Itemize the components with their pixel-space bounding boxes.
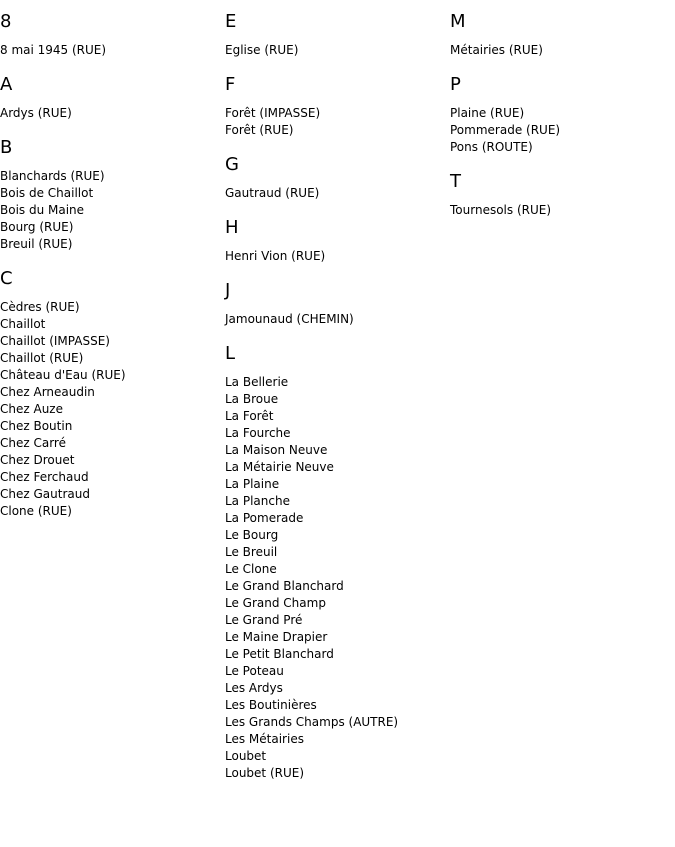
- street-link[interactable]: Chez Drouet: [0, 453, 75, 467]
- street-item: [0, 42, 225, 59]
- index-column: [0, 0, 225, 797]
- street-link[interactable]: Les Ardys: [225, 681, 283, 695]
- street-link[interactable]: Clone (RUE): [0, 504, 72, 518]
- street-item: [225, 527, 450, 544]
- street-list: [0, 105, 225, 122]
- street-item: [225, 122, 450, 139]
- street-link[interactable]: Chaillot (RUE): [0, 351, 84, 365]
- street-link[interactable]: Le Grand Blanchard: [225, 579, 344, 593]
- street-item: [225, 391, 450, 408]
- street-link[interactable]: Eglise (RUE): [225, 43, 299, 57]
- street-item: [225, 248, 450, 265]
- street-list: [0, 168, 225, 253]
- street-item: [0, 486, 225, 503]
- street-link[interactable]: Forêt (RUE): [225, 123, 294, 137]
- street-item: [450, 122, 675, 139]
- letter-group: [450, 11, 675, 59]
- letter-heading: A: [0, 74, 13, 95]
- street-link[interactable]: La Pomerade: [225, 511, 304, 525]
- street-link[interactable]: Chez Arneaudin: [0, 385, 95, 399]
- street-list: [0, 299, 225, 520]
- street-link[interactable]: Loubet (RUE): [225, 766, 305, 780]
- street-item: [450, 139, 675, 156]
- letter-group: [225, 280, 450, 328]
- street-link[interactable]: 8 mai 1945 (RUE): [0, 43, 107, 57]
- street-item: [0, 350, 225, 367]
- letter-group: [0, 74, 225, 122]
- street-link[interactable]: Bois de Chaillot: [0, 186, 94, 200]
- street-link[interactable]: La Plaine: [225, 477, 280, 491]
- street-link[interactable]: Cèdres (RUE): [0, 300, 80, 314]
- street-link[interactable]: Plaine (RUE): [450, 106, 525, 120]
- street-link[interactable]: La Fourche: [225, 426, 291, 440]
- street-link[interactable]: Chez Boutin: [0, 419, 73, 433]
- street-link[interactable]: La Planche: [225, 494, 290, 508]
- street-item: [225, 697, 450, 714]
- street-item: [0, 202, 225, 219]
- street-link[interactable]: Les Métairies: [225, 732, 304, 746]
- street-link[interactable]: Le Maine Drapier: [225, 630, 328, 644]
- letter-group: [225, 11, 450, 59]
- street-list: [225, 185, 450, 202]
- street-list: [225, 248, 450, 265]
- street-link[interactable]: Le Breuil: [225, 545, 278, 559]
- street-link[interactable]: Pons (ROUTE): [450, 140, 533, 154]
- street-link[interactable]: Le Grand Champ: [225, 596, 326, 610]
- street-list: [450, 202, 675, 219]
- street-link[interactable]: Le Poteau: [225, 664, 284, 678]
- letter-group: [225, 343, 450, 782]
- street-list: [225, 105, 450, 139]
- street-link[interactable]: Chez Gautraud: [0, 487, 90, 501]
- street-item: [0, 299, 225, 316]
- street-item: [0, 105, 225, 122]
- street-item: [225, 663, 450, 680]
- letter-heading: E: [225, 11, 237, 32]
- street-item: [0, 469, 225, 486]
- street-link[interactable]: Les Grands Champs (AUTRE): [225, 715, 399, 729]
- street-list: [450, 42, 675, 59]
- street-item: [0, 236, 225, 253]
- street-link[interactable]: Chez Carré: [0, 436, 66, 450]
- letter-heading: H: [225, 217, 239, 238]
- street-item: [450, 202, 675, 219]
- street-item: [0, 168, 225, 185]
- street-link[interactable]: Le Bourg: [225, 528, 279, 542]
- street-item: [225, 425, 450, 442]
- letter-group: [450, 171, 675, 219]
- street-item: [225, 510, 450, 527]
- street-item: [0, 435, 225, 452]
- street-item: [225, 185, 450, 202]
- street-item: [225, 629, 450, 646]
- letter-group: [225, 74, 450, 139]
- street-item: [225, 578, 450, 595]
- street-link[interactable]: Tournesols (RUE): [450, 203, 552, 217]
- street-item: [0, 503, 225, 520]
- street-link[interactable]: Chez Auze: [0, 402, 63, 416]
- letter-heading: M: [450, 11, 466, 32]
- street-item: [225, 612, 450, 629]
- street-item: [0, 418, 225, 435]
- street-link[interactable]: Jamounaud (CHEMIN): [225, 312, 354, 326]
- letter-heading: B: [0, 137, 13, 158]
- street-link[interactable]: Ardys (RUE): [0, 106, 72, 120]
- street-list: [0, 42, 225, 59]
- street-item: [450, 105, 675, 122]
- index-column: [225, 0, 450, 797]
- street-item: [225, 731, 450, 748]
- street-link[interactable]: Forêt (IMPASSE): [225, 106, 321, 120]
- street-item: [225, 408, 450, 425]
- letter-group: [0, 268, 225, 520]
- street-link[interactable]: La Métairie Neuve: [225, 460, 334, 474]
- street-item: [0, 401, 225, 418]
- street-item: [225, 476, 450, 493]
- street-link[interactable]: Loubet: [225, 749, 267, 763]
- letter-group: [225, 154, 450, 202]
- street-item: [450, 42, 675, 59]
- street-item: [0, 367, 225, 384]
- street-item: [0, 219, 225, 236]
- street-link[interactable]: La Broue: [225, 392, 279, 406]
- letter-heading: L: [225, 343, 236, 364]
- street-link[interactable]: Métairies (RUE): [450, 43, 543, 57]
- street-link[interactable]: Gautraud (RUE): [225, 186, 320, 200]
- street-list: [225, 374, 450, 782]
- street-link[interactable]: Henri Vion (RUE): [225, 249, 326, 263]
- street-link[interactable]: Chaillot (IMPASSE): [0, 334, 110, 348]
- street-link[interactable]: Le Petit Blanchard: [225, 647, 334, 661]
- street-list: [225, 311, 450, 328]
- street-list: [225, 42, 450, 59]
- street-link[interactable]: Chez Ferchaud: [0, 470, 89, 484]
- street-link[interactable]: Bois du Maine: [0, 203, 85, 217]
- street-link[interactable]: Les Boutinières: [225, 698, 317, 712]
- street-link[interactable]: Château d'Eau (RUE): [0, 368, 126, 382]
- letter-heading: T: [450, 171, 461, 192]
- street-item: [0, 316, 225, 333]
- street-link[interactable]: Blanchards (RUE): [0, 169, 105, 183]
- street-item: [225, 714, 450, 731]
- street-list: [450, 105, 675, 156]
- street-item: [225, 442, 450, 459]
- street-link[interactable]: La Bellerie: [225, 375, 289, 389]
- street-item: [225, 561, 450, 578]
- letter-heading: J: [225, 280, 231, 301]
- street-item: [225, 748, 450, 765]
- street-link[interactable]: Bourg (RUE): [0, 220, 74, 234]
- street-item: [225, 646, 450, 663]
- letter-heading: G: [225, 154, 239, 175]
- street-link[interactable]: Le Grand Pré: [225, 613, 303, 627]
- street-item: [0, 185, 225, 202]
- letter-heading: 8: [0, 11, 12, 32]
- street-item: [225, 765, 450, 782]
- letter-group: [225, 217, 450, 265]
- street-item: [0, 333, 225, 350]
- street-item: [225, 595, 450, 612]
- street-item: [0, 452, 225, 469]
- street-link[interactable]: Le Clone: [225, 562, 277, 576]
- street-link[interactable]: La Forêt: [225, 409, 274, 423]
- street-item: [225, 105, 450, 122]
- letter-group: [0, 137, 225, 253]
- street-item: [225, 680, 450, 697]
- street-link[interactable]: Pommerade (RUE): [450, 123, 561, 137]
- street-item: [225, 311, 450, 328]
- street-item: [225, 493, 450, 510]
- index-column: [450, 0, 675, 797]
- street-item: [225, 544, 450, 561]
- letter-heading: C: [0, 268, 13, 289]
- street-link[interactable]: La Maison Neuve: [225, 443, 328, 457]
- letter-group: [0, 11, 225, 59]
- street-link[interactable]: Breuil (RUE): [0, 237, 73, 251]
- street-item: [225, 374, 450, 391]
- letter-group: [450, 74, 675, 156]
- street-link[interactable]: Chaillot: [0, 317, 46, 331]
- street-item: [0, 384, 225, 401]
- letter-heading: F: [225, 74, 236, 95]
- street-item: [225, 459, 450, 476]
- letter-heading: P: [450, 74, 461, 95]
- street-item: [225, 42, 450, 59]
